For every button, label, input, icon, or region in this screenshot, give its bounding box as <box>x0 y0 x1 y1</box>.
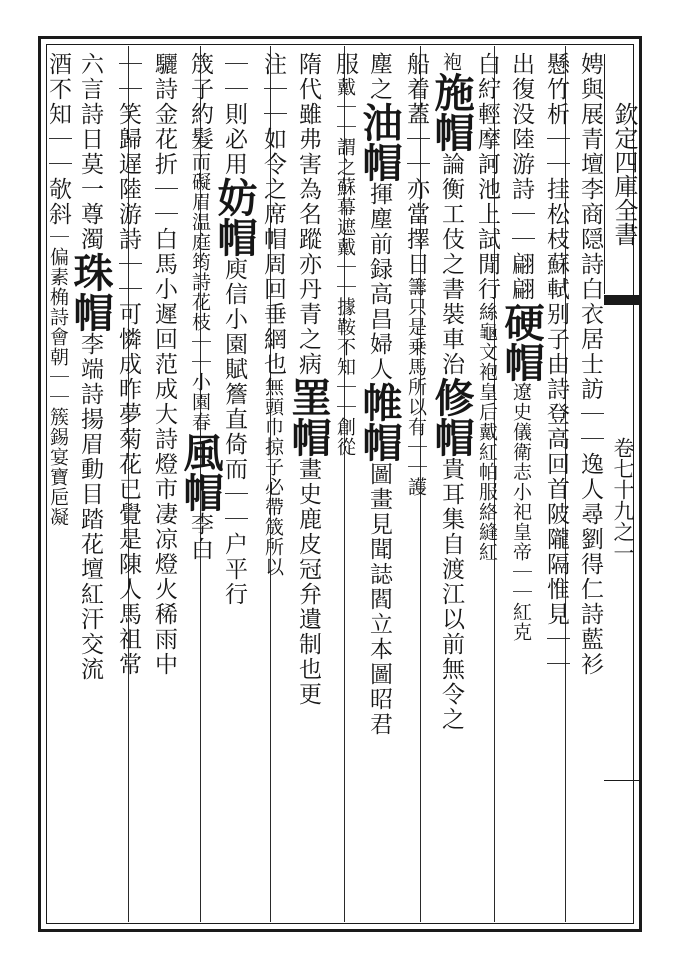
annotation-text: 絲龜文袍皇后戴紅帕服絡縫紅 <box>476 302 498 562</box>
text-column <box>498 52 545 642</box>
annotation-text: 袍 <box>440 52 462 72</box>
text-column <box>255 52 291 577</box>
entry-heading: 罣帽 <box>285 377 332 457</box>
entry-heading: 妨帽 <box>211 177 258 257</box>
entry-heading: 修帽 <box>428 377 475 457</box>
text-column <box>146 52 182 677</box>
body-text: 驪詩金花折｜｜白馬小遲回范成大詩燈市凄凉燈火稀雨中 <box>151 52 177 677</box>
edge-divider <box>604 780 642 781</box>
entry-heading: 施帽 <box>428 72 475 152</box>
body-text: 酒不知｜｜欹斜 <box>45 52 71 227</box>
annotation-text: 籌只是乗馬所以有｜｜護 <box>405 277 427 497</box>
annotation-text: 遼史儀衛志小祀皇帝｜｜紅克 <box>510 382 532 642</box>
body-text: 論衡工伎之書裝車治 <box>438 152 464 377</box>
text-column <box>211 52 258 607</box>
entry-heading: 硬帽 <box>498 302 545 382</box>
body-text: 六言詩日莫一尊濁 <box>77 52 103 252</box>
annotation-text: 戴｜｜據鞍不知｜｜創從 <box>334 237 356 457</box>
body-text: 塵之 <box>366 52 392 102</box>
entry-heading: 油帽 <box>356 102 403 182</box>
body-text: 圖畫見聞誌閻立本圖昭君 <box>366 462 392 737</box>
text-column <box>327 52 363 457</box>
entry-heading: 風帽 <box>177 432 224 512</box>
body-text: ｜｜笑歸遅陸游詩｜｜可憐成昨夢菊花已覺是陳人馬祖常 <box>115 52 141 677</box>
text-column <box>428 52 475 732</box>
body-text: 李白 <box>187 512 213 562</box>
entry-heading: 珠帽 <box>67 252 114 332</box>
annotation-text: 無頭巾掠子必帶筬所以 <box>262 377 284 577</box>
body-text: 貴耳集自渡江以前無令之 <box>438 457 464 732</box>
text-column <box>67 52 114 682</box>
text-column <box>356 52 403 737</box>
body-text: 畫史鹿皮冠弁遺制也更 <box>295 457 321 707</box>
text-column <box>398 52 434 497</box>
entry-heading: 帷帽 <box>356 382 403 462</box>
body-text: 庾信小園賦簷直倚而｜｜户平行 <box>221 257 247 607</box>
body-text: 服 <box>332 52 358 77</box>
text-column <box>40 52 76 527</box>
text-column <box>110 52 146 677</box>
body-text: 李端詩揚眉動目踏花壇紅汗交流 <box>77 332 103 682</box>
volume-label: 卷七十九之一 <box>611 437 635 563</box>
text-column <box>285 52 332 707</box>
body-text: 出復没陸游詩｜｜翩翩 <box>508 52 534 302</box>
body-text: 隋代雖弗害為名蹤亦丹青之病 <box>295 52 321 377</box>
body-text: ｜｜則必用 <box>221 52 247 177</box>
body-text: 懸竹析｜｜挂松枝蘇軾别子由詩登高回首陂隴隔惟見｜｜ <box>543 52 569 677</box>
body-text: 筬子約髮 <box>187 52 213 152</box>
body-text: 白紵輕摩訶池上試閒行 <box>474 52 500 302</box>
body-text: 揮塵前録高昌婦人 <box>366 182 392 382</box>
body-text: 娉與展青壇李商隠詩白衣居士訪｜｜逸人尋劉得仁詩藍衫 <box>577 52 603 677</box>
book-title: 欽定四庫全書 <box>604 54 643 294</box>
annotation-text: ｜偏素桷詩會朝｜｜簇錫宴寶巵凝 <box>47 227 69 527</box>
fish-tail-mark <box>604 295 642 305</box>
text-column <box>572 52 608 677</box>
annotation-text: 戴｜｜謂之蘇幕遮 <box>334 77 356 237</box>
body-text: 船着蓋｜｜亦當擇日 <box>403 52 429 277</box>
body-text: 注｜｜如令之席帽周回垂網也 <box>260 52 286 377</box>
annotation-text: 而礙眉温庭筠詩花枝｜｜小園春 <box>189 152 211 432</box>
text-column <box>177 52 224 562</box>
